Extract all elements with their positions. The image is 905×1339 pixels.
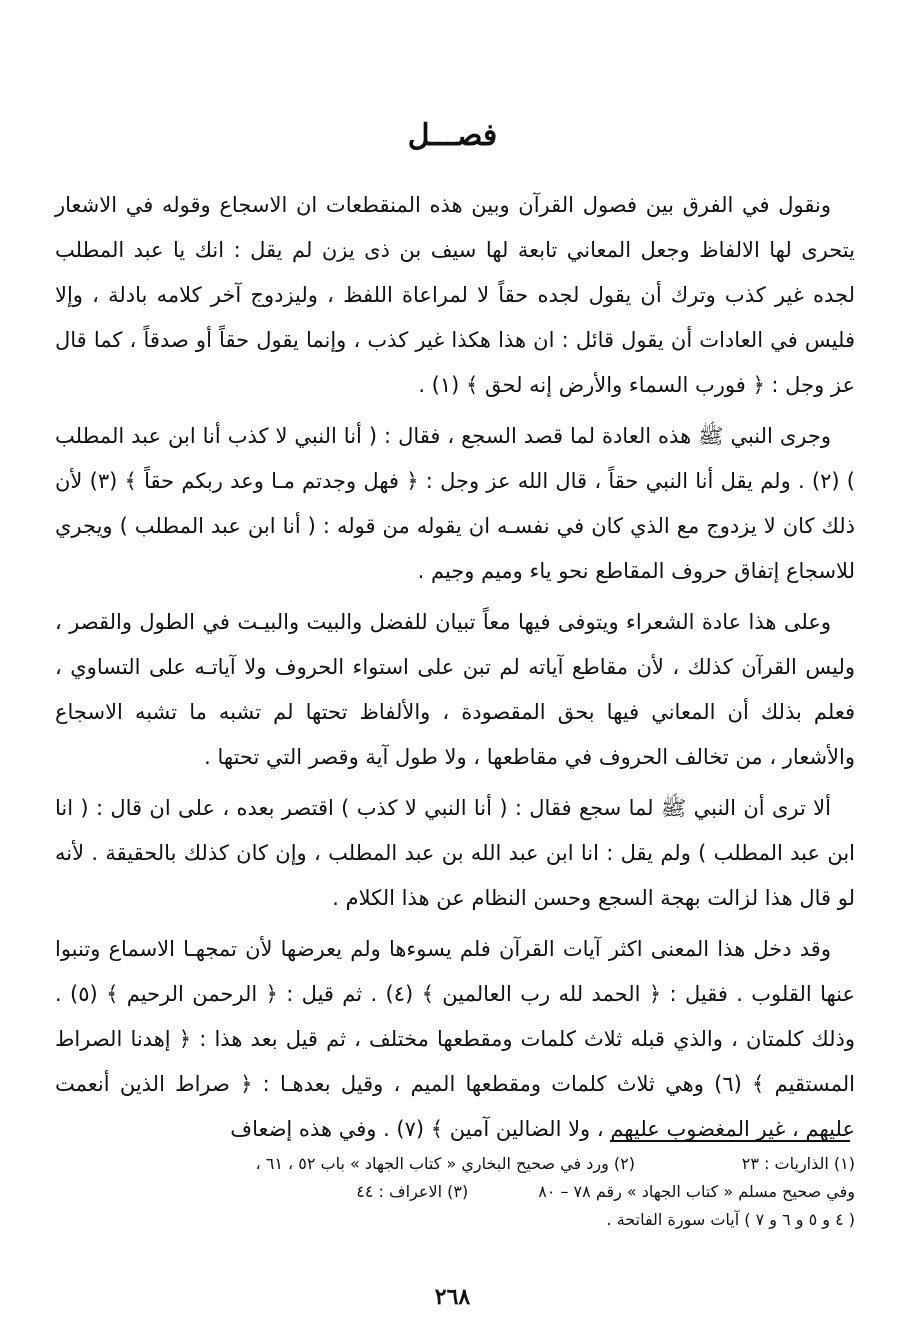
footnote-1: (١) الذاريات : ٢٣ bbox=[741, 1154, 855, 1173]
paragraph-4: ألا ترى أن النبي ﷺ لما سجع فقال : ( أنا النبي لا كذب ) اقتصر بعده ، على ان قال : ( انا ابن عبد المطلب ) ولم يقل : انا ابن عبد الله بن عبد المطلب ، وإن كان كذلك بالحقيقة . لأنه لو قال هذا لزالت بهجة السجع وحسن النظام عن هذا الكلام . bbox=[55, 796, 855, 910]
paragraph-3: وعلى هذا عادة الشعراء ويتوفى فيها معاً تبيان للفضل والبيت والبيـت في الطول والقصر ، وليس القرآن كذلك ، لأن مقاطع آياته لم تبن على استواء الحروف ولا آياتـه على التساوي ، فعلم بذلك أن المعاني فيها بحق المقصودة ، والألفاظ تحتها لم تشبه ما تشبه الاسجاع والأشعار ، من تخالف الحروف في مقاطعها ، ولا طول آية وقصر التي تحتها . bbox=[55, 610, 855, 769]
footnote-row-3 bbox=[55, 1206, 855, 1234]
footnote-row-1 bbox=[55, 1150, 855, 1178]
footnote-2: (٢) ورد في صحيح البخاري « كتاب الجهاد » باب ٥٢ ، ٦١ ، bbox=[255, 1154, 635, 1173]
page-number: ٢٦٨ bbox=[434, 1284, 471, 1310]
paragraph-5: وقد دخل هذا المعنى اكثر آيات القرآن فلم يسوءها ولم يعرضها لأن تمجهـا الاسماع وتنبوا عنها القلوب . فقيل : ﴿ الحمد لله رب العالمين ﴾ (٤) . ثم قيل : ﴿ الرحمن الرحيم ﴾ (٥) . وذلك كلمتان ، والذي قبله ثلاث كلمات ومقطعها مختلف ، ثم قيل بعد هذا : ﴿ إهدنا الصراط المستقيم ﴾ (٦) وهي ثلاث كلمات ومقطعها الميم ، وقيل بعدهـا : ﴿ صراط الذين أنعمت عليهم ، غير المغضوب عليهم ، ولا الضالين آمين ﴾ (٧) . وفي هذه إضعاف bbox=[55, 937, 856, 1141]
paragraph-1: ونقول في الفرق بين فصول القرآن وبين هذه المنقطعات ان الاسجاع وقوله في الاشعار يتحرى لها الالفاظ وجعل المعاني تابعة لها سيف بن ذى يزن لم يقل : انك يا عبد المطلب لجده غير كذب وترك أن يقول لجده حقاً لا لمراعاة اللفظ ، وليزدوج آخر كلامه بادلة ، وإلا فليس في العادات أن يقول قائل : ان هذا هكذا غير كذب ، وإنما يقول حقاً أو صدقاً ، كما قال عز وجل : ﴿ فورب السماء والأرض إنه لحق ﴾ (١) . bbox=[55, 193, 855, 397]
footnote-divider bbox=[610, 1140, 850, 1142]
section-title: فصـــل bbox=[407, 118, 498, 153]
body-text bbox=[55, 183, 855, 1152]
paragraph-2: وجرى النبي ﷺ هذه العادة لما قصد السجع ، فقال : ( أنا النبي لا كذب أنا ابن عبد المطلب ) (٢) . ولم يقل أنا النبي حقاً ، قال الله عز وجل : ﴿ فهل وجدتم مـا وعد ربكم حقاً ﴾ (٣) لأن ذلك كان لا يزدوج مع الذي كان في نفسـه ان يقوله من قوله : ( أنا ابن عبد المطلب ) ويجري للاسجاع إتفاق حروف المقاطع نحو ياء وميم وجيم . bbox=[55, 424, 855, 583]
footnote-3: (٣) الاعراف : ٤٤ bbox=[356, 1182, 469, 1201]
footnotes bbox=[55, 1150, 855, 1234]
footnote-2-continued: وفي صحيح مسلم « كتاب الجهاد » رقم ٧٨ – ٨٠ bbox=[538, 1182, 855, 1201]
footnote-row-2 bbox=[55, 1178, 855, 1206]
footnote-4: ( ٤ و ٥ و ٦ و ٧ ) آيات سورة الفاتحة . bbox=[606, 1210, 855, 1229]
